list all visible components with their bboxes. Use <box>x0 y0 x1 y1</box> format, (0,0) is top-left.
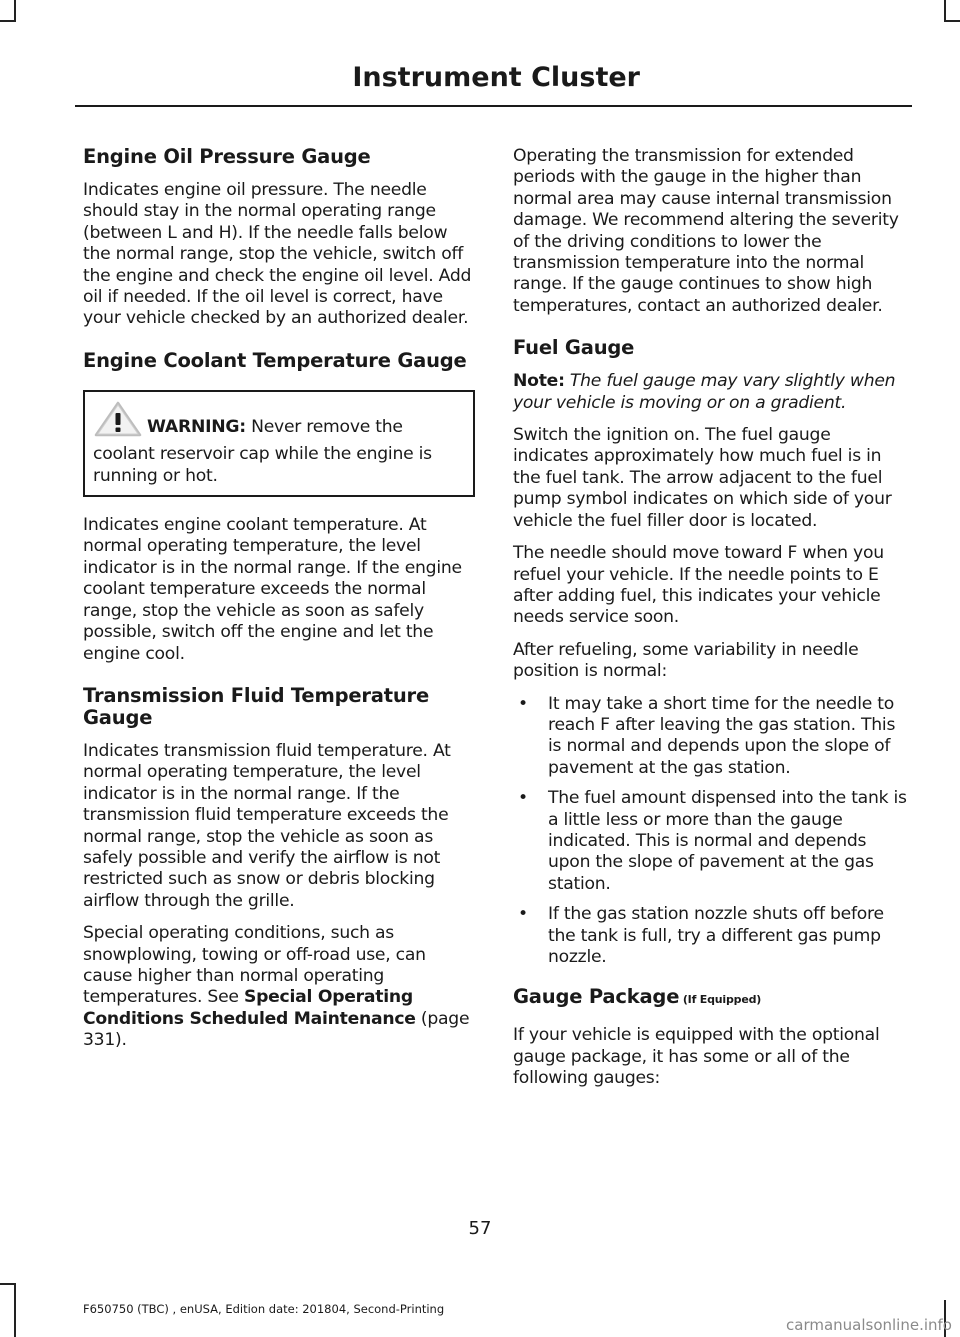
fuel-variability-list <box>513 694 909 969</box>
special-conditions-link[interactable]: Special Operating Conditions Scheduled Maintenance <box>83 987 416 1029</box>
right-column <box>513 146 909 1101</box>
crop-mark <box>14 0 16 22</box>
page-number: 57 <box>468 1218 492 1239</box>
coolant-warning-box <box>83 390 475 497</box>
left-column <box>83 146 475 1063</box>
crop-mark <box>14 1283 16 1337</box>
coolant-text: Indicates engine coolant temperature. At normal operating temperature, the level indicator is in the normal range. If the engine coolant temperature exceeds the normal range, stop the vehicle as soon as safely possible, switch off the engine and let the engine cool. <box>83 515 462 664</box>
fuel-text-2: The needle should move toward F when you refuel your vehicle. If the needle points to E after adding fuel, this indicates your vehicle needs service soon. <box>513 543 884 628</box>
fuel-gauge-heading: Fuel Gauge <box>513 336 635 360</box>
note-text: The fuel gauge may vary slightly when your vehicle is moving or on a gradient. <box>513 371 896 413</box>
transmission-continued-text: Operating the transmission for extended periods with the gauge in the higher than normal area may cause internal transmission damage. We recommend altering the severity of the driving conditions to lower the transmission temperature into the normal range. If the gauge continues to show high temperatures, contact an authorized dealer. <box>513 146 899 316</box>
gauge-package-text: If your vehicle is equipped with the optional gauge package, it has some or all of the following gauges: <box>513 1025 880 1089</box>
list-item: • The fuel amount dispensed into the tank is a little less or more than the gauge indicated. This is normal and depends upon the slope of pavement at the gas station. <box>518 788 907 894</box>
crop-mark <box>944 0 946 22</box>
fuel-text-1: Switch the ignition on. The fuel gauge indicates approximately how much fuel is in the fuel tank. The arrow adjacent to the fuel pump symbol indicates on which side of your vehicle the fuel filler door is located. <box>513 425 892 531</box>
oil-pressure-text: Indicates engine oil pressure. The needle should stay in the normal operating range (between L and H). If the needle falls below the normal range, stop the vehicle, switch off the engine and check the engine oil level. Add oil if needed. If the oil level is correct, have your vehicle checked by an authorized dealer. <box>83 180 472 329</box>
warning-label: WARNING: <box>147 416 246 437</box>
list-item: • If the gas station nozzle shuts off before the tank is full, try a different gas pump nozzle. <box>518 904 884 967</box>
transmission-text: Indicates transmission fluid temperature. At normal operating temperature, the level indicator is in the normal range. If the transmission fluid temperature exceeds the normal range, stop the vehicle as soon as safely possible and verify the airflow is not restricted such as snow or debris blocking airflow through the grille. <box>83 740 451 911</box>
watermark: carmanualsonline.info <box>786 1316 952 1334</box>
gauge-package-heading: Gauge Package (If Equipped) <box>513 985 762 1009</box>
crop-mark <box>0 20 16 22</box>
footer-edition: F650750 (TBC) , enUSA, Edition date: 201804, Second-Printing <box>83 1302 445 1316</box>
if-equipped-label: (If Equipped) <box>679 993 762 1007</box>
list-item: • It may take a short time for the needle to reach F after leaving the gas station. This is normal and depends upon the slope of pavement at the gas station. <box>518 693 896 778</box>
warning-text: Never remove the coolant reservoir cap while the engine is running or hot. <box>93 416 432 486</box>
header-divider <box>75 105 912 107</box>
page-reference: (page 331). <box>83 1008 470 1051</box>
coolant-heading: Engine Coolant Temperature Gauge <box>83 348 467 372</box>
fuel-note <box>513 371 909 414</box>
oil-pressure-heading: Engine Oil Pressure Gauge <box>83 145 371 168</box>
crop-mark <box>0 1283 16 1285</box>
page-title: Instrument Cluster <box>352 62 640 93</box>
note-label: Note: <box>513 371 565 392</box>
crop-mark <box>944 20 960 22</box>
transmission-heading: Transmission Fluid Temperature Gauge <box>83 683 429 729</box>
warning-icon <box>93 400 143 444</box>
transmission-special-text <box>83 923 475 1051</box>
fuel-text-3: After refueling, some variability in needle position is normal: <box>513 639 859 682</box>
special-conditions-text: Special operating conditions, such as snowplowing, towing or off-road use, can cause higher than normal operating temperatures. See <box>83 923 426 1008</box>
